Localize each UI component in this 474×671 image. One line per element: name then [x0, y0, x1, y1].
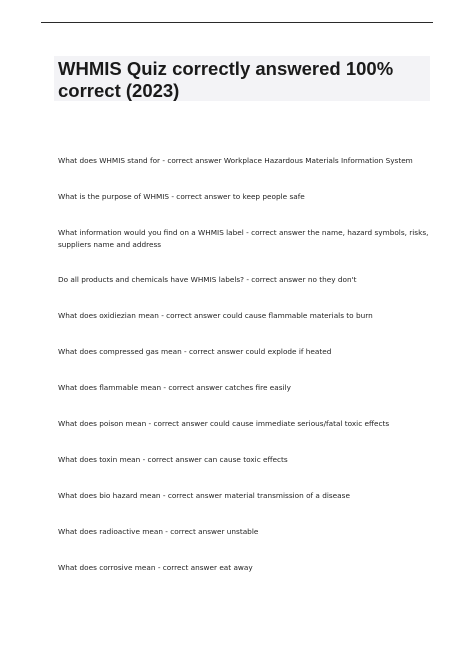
quiz-item: What does compressed gas mean - correct answer could explode if heated: [58, 347, 332, 356]
quiz-item: What does radioactive mean - correct answer unstable: [58, 527, 259, 536]
quiz-item: What does corrosive mean - correct answer eat away: [58, 563, 253, 572]
quiz-item: What does poison mean - correct answer could cause immediate serious/fatal toxic effects: [58, 419, 390, 428]
quiz-item: What does toxin mean - correct answer can cause toxic effects: [58, 455, 288, 464]
quiz-item: What is the purpose of WHMIS - correct answer to keep people safe: [58, 192, 305, 201]
page-title: WHMIS Quiz correctly answered 100% correct (2023): [58, 58, 394, 101]
quiz-item: What information would you find on a WHMIS label - correct answer the name, hazard symbols, risks, suppliers name and address: [58, 228, 429, 249]
header-rule: [41, 22, 433, 23]
quiz-item: What does flammable mean - correct answer catches fire easily: [58, 383, 291, 392]
quiz-item: What does WHMIS stand for - correct answer Workplace Hazardous Materials Information System: [58, 156, 413, 165]
quiz-item: What does bio hazard mean - correct answer material transmission of a disease: [58, 491, 350, 500]
quiz-item: Do all products and chemicals have WHMIS labels? - correct answer no they don't: [58, 275, 357, 284]
quiz-item: What does oxidiezian mean - correct answer could cause flammable materials to burn: [58, 311, 373, 320]
